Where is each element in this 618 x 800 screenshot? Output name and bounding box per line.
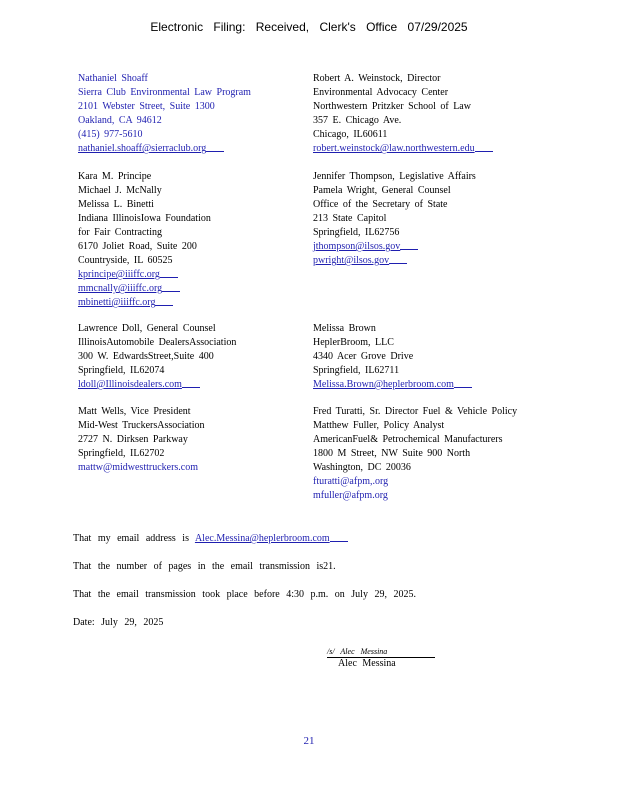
statement-pages: That the number of pages in the email transmission is21. xyxy=(73,561,336,572)
electronic-filing-header: Electronic Filing: Received, Clerk's Office 07/29/2025 xyxy=(150,20,468,34)
contact-city: Oakland, CA 94612 xyxy=(78,115,162,126)
contact-street: 2101 Webster Street, Suite 1300 xyxy=(78,101,215,112)
statement-time: That the email transmission took place before 4:30 p.m. on July 29, 2025. xyxy=(73,589,416,600)
contact-city: Chicago, IL60611 xyxy=(313,129,388,140)
contact-name: Pamela Wright, General Counsel xyxy=(313,185,451,196)
contact-street: 357 E. Chicago Ave. xyxy=(313,115,402,126)
email-link[interactable]: mattw@midwesttruckers.com xyxy=(78,462,199,473)
contact-name: Lawrence Doll, General Counsel xyxy=(78,323,216,334)
statement-date: Date: July 29, 2025 xyxy=(73,617,164,628)
signature-line: /s/ Alec Messina xyxy=(327,646,435,658)
contact-name: Matt Wells, Vice President xyxy=(78,406,191,417)
contact-org: Indiana IllinoisIowa Foundation xyxy=(78,213,211,224)
contact-block-brown xyxy=(313,322,472,392)
contact-street: 1800 M Street, NW Suite 900 North xyxy=(313,448,471,459)
email-link[interactable]: mbinetti@iiiffc.org xyxy=(78,297,173,308)
contact-block-iiiffc xyxy=(78,170,211,310)
contact-org: Northwestern Pritzker School of Law xyxy=(313,101,471,112)
contact-block-shoaff xyxy=(78,72,251,156)
contact-street: 4340 Acer Grove Drive xyxy=(313,351,414,362)
page-number: 21 xyxy=(303,735,315,747)
email-link[interactable]: jthompson@ilsos.gov xyxy=(313,241,418,252)
email-link[interactable]: nathaniel.shoaff@sierraclub.org xyxy=(78,143,224,154)
contact-org: AmericanFuel& Petrochemical Manufacturers xyxy=(313,434,503,445)
contact-org: HeplerBroom, LLC xyxy=(313,337,394,348)
contact-name: Melissa Brown xyxy=(313,323,376,334)
email-link[interactable]: kprincipe@iiiffc.org xyxy=(78,269,178,280)
email-link[interactable]: mmcnally@iiiffc.org xyxy=(78,283,180,294)
email-link[interactable]: Melissa.Brown@heplerbroom.com xyxy=(313,379,472,390)
email-link[interactable]: fturatti@afpm,.org xyxy=(313,476,389,487)
contact-org: IllinoisAutomobile DealersAssociation xyxy=(78,337,237,348)
contact-street: 6170 Joliet Road, Suite 200 xyxy=(78,241,197,252)
contact-city: Springfield, IL62756 xyxy=(313,227,400,238)
contact-name: Nathaniel Shoaff xyxy=(78,73,148,84)
signer-name: Alec Messina xyxy=(338,658,396,669)
contact-name: Kara M. Principe xyxy=(78,171,152,182)
contact-name: Michael J. McNally xyxy=(78,185,162,196)
contact-org: Office of the Secretary of State xyxy=(313,199,448,210)
contact-block-sos xyxy=(313,170,476,268)
contact-street: 300 W. EdwardsStreet,Suite 400 xyxy=(78,351,214,362)
contact-org: Sierra Club Environmental Law Program xyxy=(78,87,251,98)
sender-email-link[interactable]: Alec.Messina@heplerbroom.com xyxy=(195,533,348,544)
contact-name: Fred Turatti, Sr. Director Fuel & Vehicle Policy xyxy=(313,406,518,417)
contact-org: Mid-West TruckersAssociation xyxy=(78,420,205,431)
contact-name: Melissa L. Binetti xyxy=(78,199,154,210)
email-link[interactable]: robert.weinstock@law.northwestern.edu xyxy=(313,143,493,154)
contact-city: Springfield, IL62702 xyxy=(78,448,165,459)
email-link[interactable]: ldoll@Illinoisdealers.com xyxy=(78,379,200,390)
contact-phone: (415) 977-5610 xyxy=(78,129,143,140)
contact-org: Environmental Advocacy Center xyxy=(313,87,449,98)
contact-org: for Fair Contracting xyxy=(78,227,162,238)
contact-block-wells xyxy=(78,405,204,475)
contact-block-afpm xyxy=(313,405,517,503)
email-link[interactable]: pwright@ilsos.gov xyxy=(313,255,407,266)
contact-city: Washington, DC 20036 xyxy=(313,462,411,473)
contact-city: Springfield, IL62711 xyxy=(313,365,400,376)
contact-city: Springfield, IL62074 xyxy=(78,365,165,376)
contact-name: Robert A. Weinstock, Director xyxy=(313,73,441,84)
contact-street: 2727 N. Dirksen Parkway xyxy=(78,434,188,445)
email-link[interactable]: mfuller@afpm.org xyxy=(313,490,388,501)
contact-block-weinstock xyxy=(313,72,493,156)
contact-name: Matthew Fuller, Policy Analyst xyxy=(313,420,445,431)
statement-email xyxy=(73,533,348,544)
contact-block-doll xyxy=(78,322,236,392)
contact-name: Jennifer Thompson, Legislative Affairs xyxy=(313,171,476,182)
statement-email-prefix: That my email address is xyxy=(73,533,189,544)
contact-street: 213 State Capitol xyxy=(313,213,387,224)
contact-city: Countryside, IL 60525 xyxy=(78,255,173,266)
